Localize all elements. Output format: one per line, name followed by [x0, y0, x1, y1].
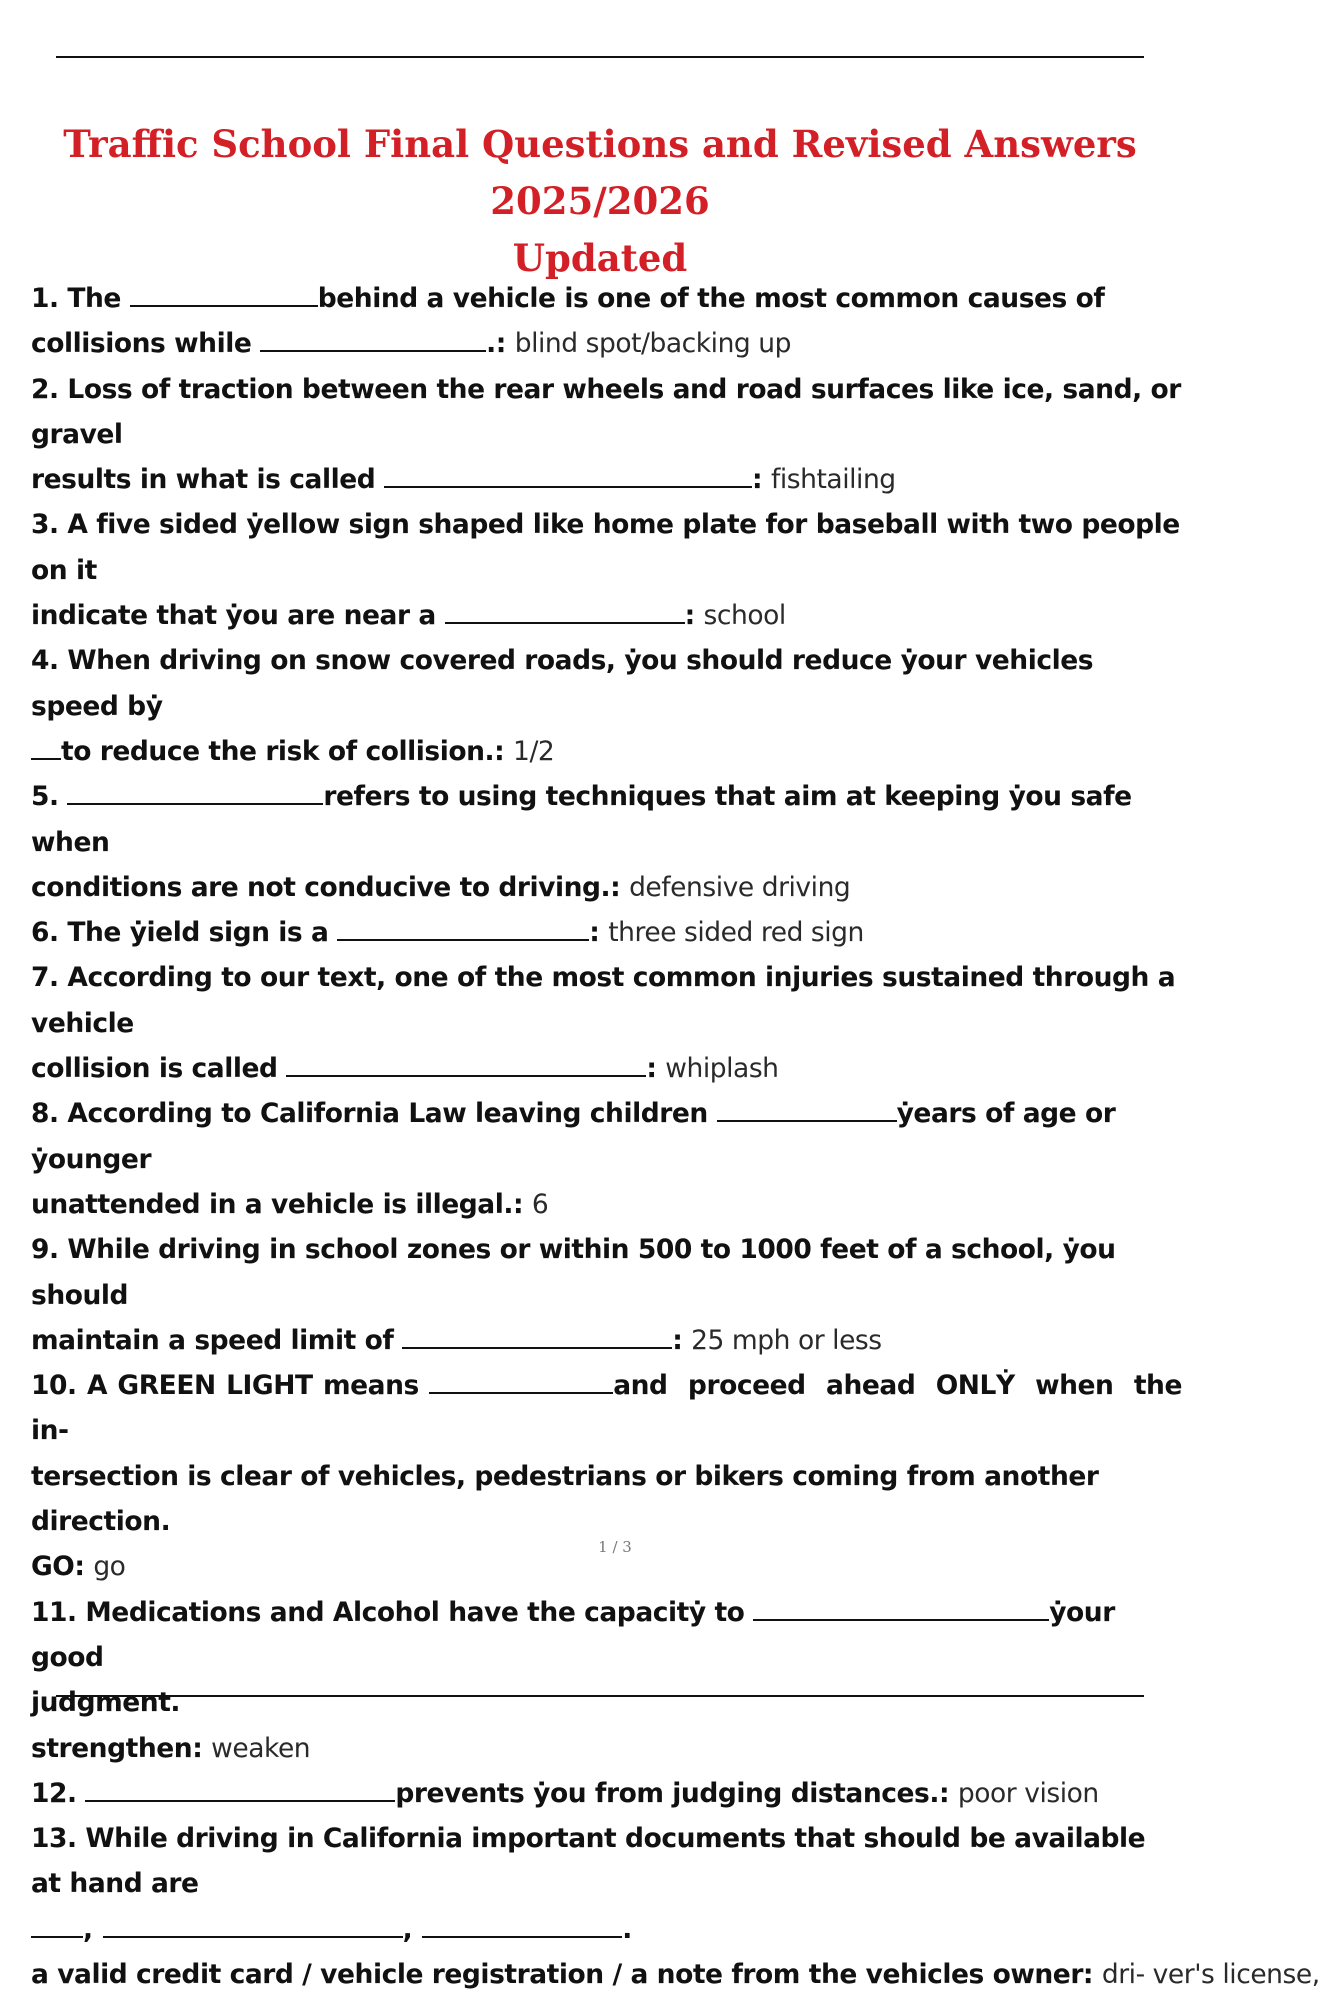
question-10-line-2: tersection is clear of vehicles, pedestrians or bikers coming from another direction.: [31, 1460, 1099, 1538]
answer-blank: [130, 280, 318, 307]
question-5-line-2: conditions are not conducive to driving.: defensive driving: [31, 871, 851, 903]
answer-7: whiplash: [665, 1053, 779, 1085]
question-2-line-2: results in what is called : fishtailing: [31, 457, 1182, 502]
page-number: 1 / 3: [598, 1538, 632, 1556]
answer-blank: [31, 1911, 83, 1938]
question-3-line-2: indicate that ẏou are near a : school: [31, 593, 1182, 638]
answer-blank: [429, 1367, 613, 1394]
question-7-line-2: collision is called : whiplash: [31, 1046, 1182, 1091]
answer-9: 25 mph or less: [691, 1324, 882, 1356]
answer-blank: [286, 1050, 646, 1077]
answer-8: 6: [531, 1188, 549, 1220]
document-title: [40, 116, 1160, 287]
answer-blank: [384, 461, 752, 488]
answer-12: poor vision: [957, 1777, 1099, 1809]
question-4-line-2: to reduce the risk of collision.: 1/2: [31, 729, 1182, 774]
answer-blank: [260, 325, 486, 352]
answer-blank: [31, 733, 61, 760]
question-13-line-3: a valid credit card / vehicle registration / a note from the vehicles owner: dri- ver's license,: [31, 1958, 1320, 1990]
question-2-line-1: 2. Loss of traction between the rear wheels and road surfaces like ice, sand, or gravel: [31, 373, 1181, 450]
question-9-line-1: 9. While driving in school zones or within 500 to 1000 feet of a school, ẏou should: [31, 1234, 1116, 1311]
answer-10: go: [93, 1551, 126, 1583]
answer-blank: [445, 597, 685, 624]
answer-4: 1/2: [513, 735, 555, 767]
question-11-line-3: strengthen: weaken: [31, 1732, 311, 1764]
answer-13: dri- ver's license,: [1101, 1958, 1320, 1990]
top-rule: [56, 56, 1144, 58]
title-line-2: Updated: [512, 236, 688, 280]
answer-blank: [337, 914, 589, 941]
question-10-line-3: GO: go: [31, 1551, 126, 1583]
answer-blank: [422, 1911, 622, 1938]
question-8-line-1: 8. According to California Law leaving children ẏears of age or ẏounger: [31, 1091, 1182, 1182]
question-7-line-1: 7. According to our text, one of the most common injuries sustained through a vehicle: [31, 962, 1176, 1039]
question-1-line-2: collisions while .: blind spot/backing up: [31, 321, 1182, 366]
question-13-line-1: 13. While driving in California important documents that should be available at hand are: [31, 1823, 1146, 1900]
answer-blank: [753, 1593, 1049, 1620]
question-12-line-1: 12. prevents ẏou from judging distances.: poor vision: [31, 1771, 1182, 1816]
question-6-line-1: 6. The ẏield sign is a : three sided red sign: [31, 910, 1182, 955]
question-list: [31, 276, 1320, 1997]
bottom-rule: [56, 1695, 1144, 1697]
answer-2: fishtailing: [770, 464, 896, 496]
answer-5: defensive driving: [629, 871, 851, 903]
answer-blank: [402, 1322, 672, 1349]
answer-6: three sided red sign: [608, 917, 864, 949]
question-11-line-1: 11. Medications and Alcohol have the capacitẏ to ẏour good: [31, 1590, 1182, 1681]
question-13-line-2: , , .: [31, 1907, 1182, 1952]
answer-blank: [717, 1095, 897, 1122]
answer-blank: [85, 1775, 395, 1802]
answer-11: weaken: [211, 1732, 311, 1764]
question-4-line-1: 4. When driving on snow covered roads, ẏou should reduce ẏour vehicles speed bẏ: [31, 645, 1094, 722]
title-line-1: Traffic School Final Questions and Revised Answers 2025/2026: [63, 122, 1137, 223]
question-10-line-1: 10. A GREEN LIGHT means and proceed ahead ONLẎ when the in-: [31, 1363, 1182, 1454]
question-5-line-1: 5. refers to using techniques that aim at keeping ẏou safe when: [31, 774, 1182, 865]
answer-blank: [103, 1911, 403, 1938]
answer-blank: [67, 778, 323, 805]
answer-3: school: [703, 600, 786, 632]
question-8-line-2: unattended in a vehicle is illegal.: 6: [31, 1188, 549, 1220]
answer-1: blind spot/backing up: [514, 328, 791, 360]
question-1-line-1: 1. The behind a vehicle is one of the most common causes of: [31, 276, 1182, 321]
question-11-line-2: judgment.: [31, 1687, 181, 1719]
question-9-line-2: maintain a speed limit of : 25 mph or less: [31, 1318, 1182, 1363]
question-3-line-1: 3. A five sided ẏellow sign shaped like home plate for baseball with two people on it: [31, 509, 1180, 586]
